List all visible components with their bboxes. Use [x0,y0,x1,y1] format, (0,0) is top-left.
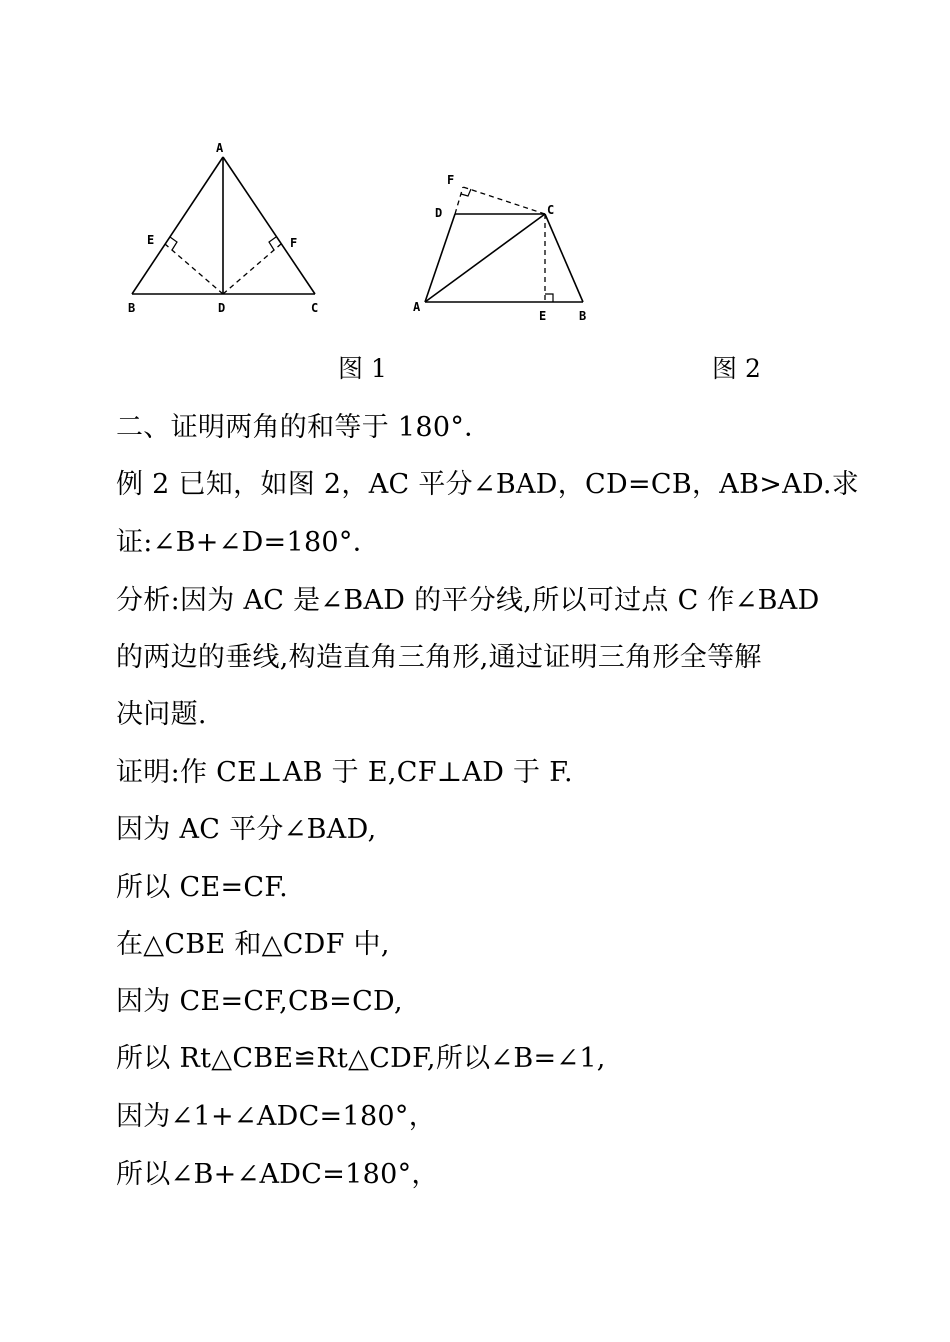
segment-df-dashed [455,187,463,214]
figure-1 [120,140,340,325]
right-angle-mark-e [545,294,553,302]
segment-ac [223,157,315,294]
right-angle-mark-e [170,237,177,250]
label-d: D [435,206,443,220]
right-angle-mark-f [269,237,276,250]
figure-2 [405,165,610,325]
label-f: F [290,236,298,250]
figure-2-caption: 图 2 [712,354,761,383]
segment-ac [425,214,545,302]
label-b: B [128,301,136,315]
proof-line-5: 因为 CE=CF,CB=CD, [116,986,403,1017]
label-a: A [413,300,421,314]
example-line-1: 例 2 已知，如图 2，AC 平分∠BAD，CD=CB，AB>AD.求 [116,469,860,500]
label-d: D [218,301,226,315]
proof-line-8: 所以∠B+∠ADC=180°， [116,1159,439,1190]
segment-de-dashed [165,244,223,294]
label-c: C [547,203,555,217]
segment-cf-dashed [463,187,545,214]
segment-ad [425,214,455,302]
analysis-line-1: 分析:因为 AC 是∠BAD 的平分线,所以可过点 C 作∠BAD [116,585,820,616]
proof-line-6: 所以 Rt△CBE≌Rt△CDF,所以∠B=∠1, [116,1043,606,1074]
segment-df-dashed [223,244,281,294]
example-line-2: 证:∠B+∠D=180°． [116,527,381,558]
proof-line-1: 证明:作 CE⊥AB 于 E,CF⊥AD 于 F. [116,757,573,788]
figure-1-caption: 图 1 [338,354,387,383]
label-a: A [216,141,224,155]
analysis-line-3: 决问题. [116,699,207,730]
label-e: E [539,309,547,323]
label-c: C [311,301,319,315]
segment-cb [545,214,583,302]
right-angle-mark-f [461,189,471,196]
label-b: B [579,309,587,323]
proof-line-7: 因为∠1+∠ADC=180°， [116,1101,437,1132]
proof-line-4: 在△CBE 和△CDF 中, [116,929,390,960]
analysis-line-2: 的两边的垂线,构造直角三角形,通过证明三角形全等解 [116,642,762,673]
segment-ab [132,157,223,294]
section-title: 二、证明两角的和等于 180°． [116,412,492,443]
label-e: E [147,233,155,247]
proof-line-3: 所以 CE=CF. [116,872,289,903]
label-f: F [447,173,455,187]
proof-line-2: 因为 AC 平分∠BAD, [116,814,377,845]
